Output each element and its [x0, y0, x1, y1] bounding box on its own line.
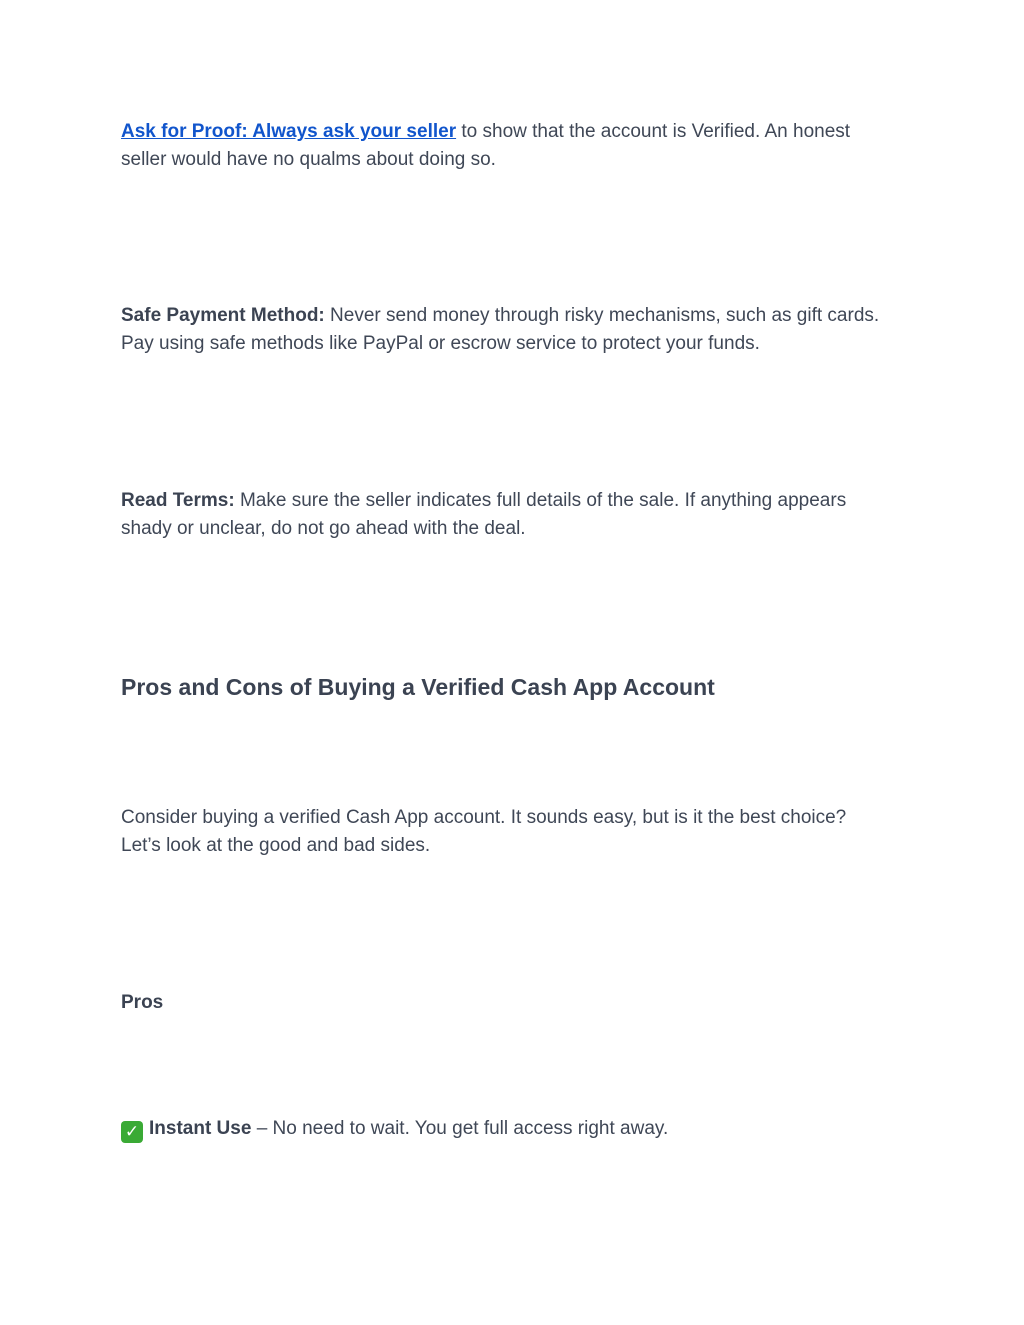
terms-text: Make sure the seller indicates full details of the sale. If anything appears shady or unclear, do not go ahead with the deal. [121, 490, 847, 539]
ask-for-proof-link[interactable]: Ask for Proof: Always ask your seller [121, 121, 457, 142]
pros-item-text: – No need to wait. You get full access right away. [251, 1118, 669, 1139]
payment-label: Safe Payment Method: [121, 305, 325, 326]
section-heading: Pros and Cons of Buying a Verified Cash App Account [121, 674, 715, 700]
proof-paragraph [121, 118, 891, 174]
intro-paragraph: Consider buying a verified Cash App account. It sounds easy, but is it the best choice? Let’s look at the good and bad sides. [121, 807, 847, 856]
terms-paragraph [121, 487, 891, 543]
proof-text: to show that the account is Verified. An honest seller would have no qualms about doing so. [121, 121, 851, 170]
pros-item-label: Instant Use [149, 1118, 252, 1139]
pros-heading: Pros [121, 992, 164, 1013]
check-mark-icon: ✓ [121, 1121, 143, 1143]
payment-text: Never send money through risky mechanisms, such as gift cards. Pay using safe methods like PayPal or escrow service to protect your funds. [121, 305, 880, 354]
payment-paragraph [121, 302, 891, 358]
pros-item [121, 1115, 891, 1143]
terms-label: Read Terms: [121, 490, 235, 511]
